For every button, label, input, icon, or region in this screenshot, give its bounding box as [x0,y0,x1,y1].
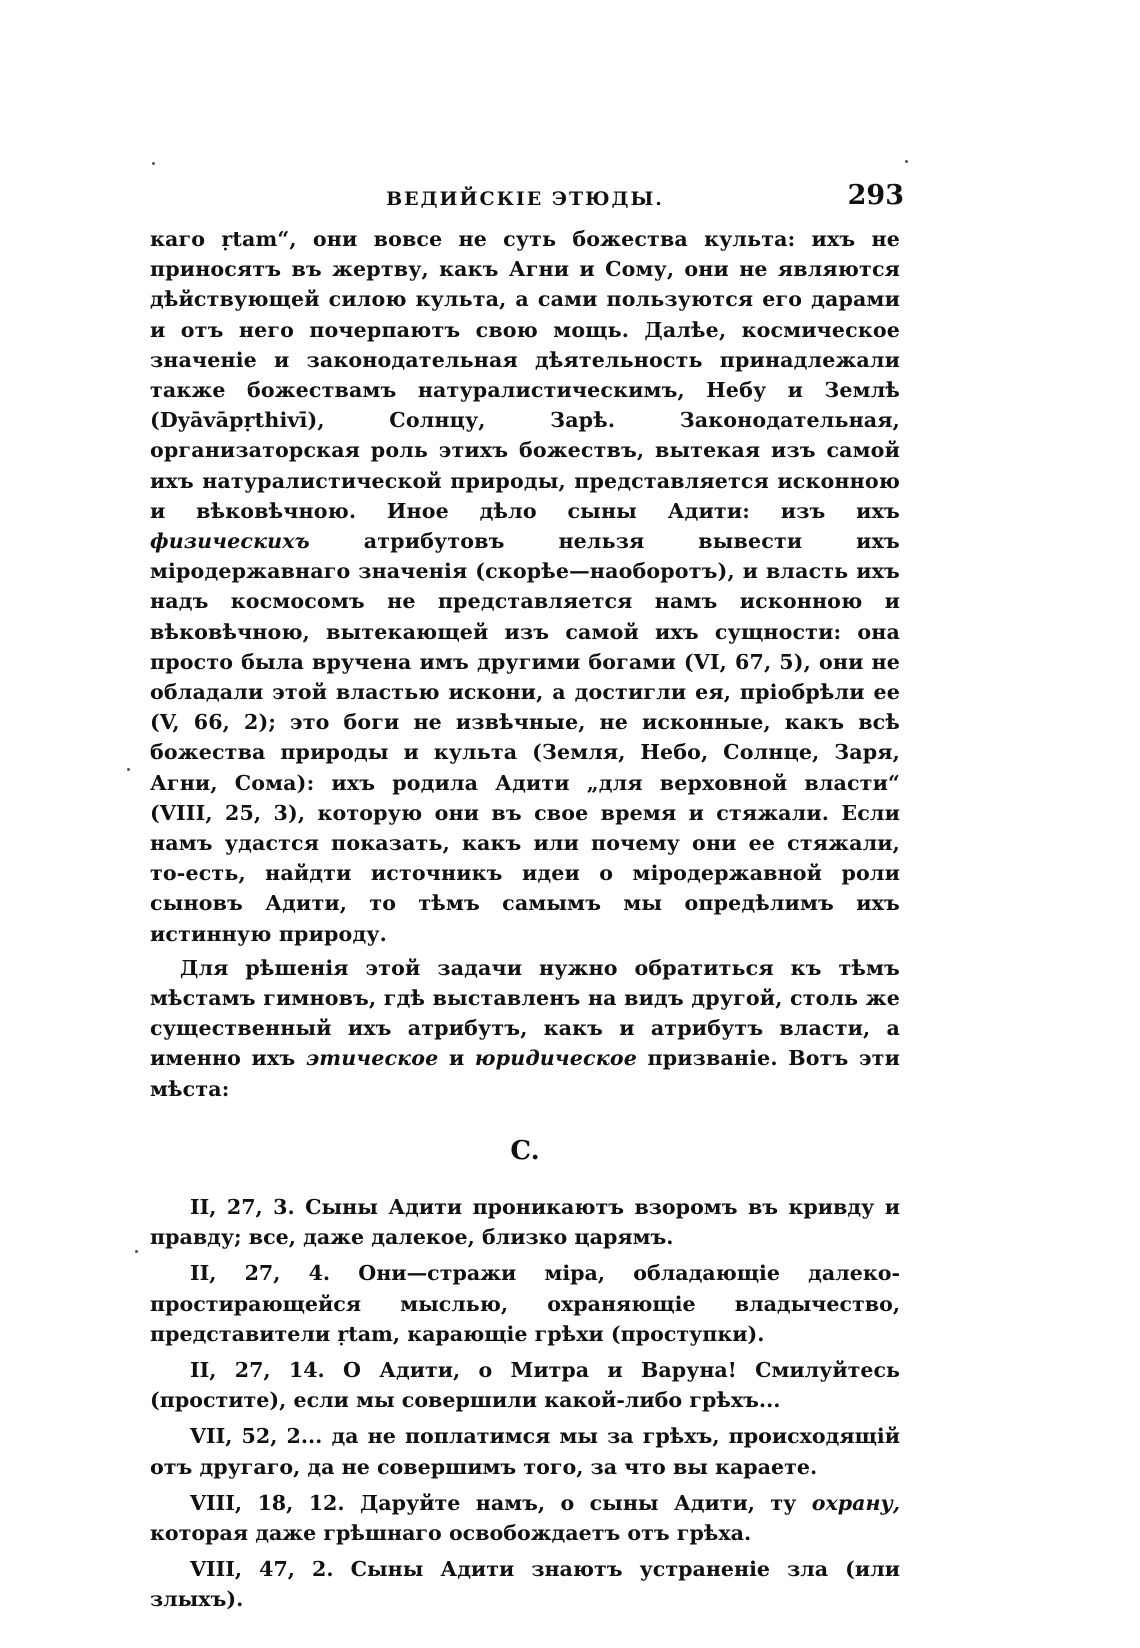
paragraph [150,953,900,1104]
quote-item: II, 27, 4. Они—стражи міра, обладающіе далеко-простирающейся мыслью, охраняющіе владычество, представители ṛtam, карающіе грѣхи (проступки). [150,1261,900,1346]
quote-item: II, 27, 3. Сыны Адити проникаютъ взоромъ въ кривду и правду; все, даже далекое, близко царямъ. [150,1194,900,1250]
book-page [150,180,904,1621]
text-span: которая даже грѣшнаго освобождаетъ отъ грѣха. [150,1520,752,1545]
paragraph [150,224,900,949]
main-text [150,224,900,1104]
text-span: и [448,1046,465,1071]
emphasis: юридическое [474,1046,637,1071]
text-span: атрибутовъ нельзя вывести ихъ міродержавнаго значенія (скорѣе—наоборотъ), и власть ихъ надъ космосомъ не представляется намъ исконною и вѣковѣчною, вытекающей изъ самой ихъ сущности: она просто была вручена имъ другими богами (VI, 67, 5), они не обладали этой властью искони, а достигли ея, пріобрѣли ее (V, 66, 2); это боги не извѣчные, не исконные, какъ всѣ божества природы и культа (Земля, Небо, Солнце, Заря, Агни, Сома): ихъ родила Адити „для верховной власти“ (VIII, 25, 3), которую они въ свое время и стяжали. Если намъ удастся показать, какъ или почему они ее стяжали, то-есть, найдти источникъ идеи о міродержавной роли сыновъ Адити, то тѣмъ самымъ мы опредѣлимъ ихъ истинную природу. [150,529,900,946]
section-heading: C. [510,1135,540,1166]
quote-item [150,1488,900,1548]
quote-item: VII, 52, 2... да не поплатимся мы за грѣхъ, происходящій отъ другаго, да не совершимъ того, за что вы караете. [150,1424,900,1479]
speck [135,1250,138,1253]
page-header [150,180,904,220]
page-number: 293 [847,180,904,211]
running-title: ВЕДИЙСКІЕ ЭТЮДЫ. [386,188,664,210]
text-span: Для рѣшенія этой задачи нужно обратиться къ тѣмъ мѣстамъ гимновъ, гдѣ выставленъ на видъ другой, столь же существенный ихъ атрибутъ, какъ и атрибутъ власти, а именно ихъ [150,955,900,1071]
speck [152,162,155,165]
emphasis: физическихъ [150,529,310,554]
text-span: VIII, 18, 12. Даруйте намъ, о сыны Адити, ту [190,1490,797,1515]
quotes-list [150,1192,900,1615]
speck [905,160,908,163]
emphasis: охрану, [811,1490,901,1515]
emphasis: этическое [305,1046,439,1071]
quote-item: VIII, 47, 2. Сыны Адити знаютъ устраненіе зла (или злыхъ). [150,1557,900,1612]
quote-item: II, 27, 14. О Адити, о Митра и Варуна! Смилуйтесь (простите), если мы совершили какой-либо грѣхъ... [150,1357,900,1413]
text-span: призваніе. Вотъ эти мѣста: [150,1046,901,1101]
speck [127,768,130,771]
text-span: каго ṛtam“, они вовсе не суть божества культа: ихъ не приносятъ въ жертву, какъ Агни и Сому, они не являются дѣйствующей силою культа, а сами пользуются его дарами и отъ него почерпаютъ свою мощь. Далѣе, космическое значеніе и законодательная дѣятельность принадлежали также божествамъ натуралистическимъ, Небу и Землѣ (Dyāvāpṛthivī), Солнцу, Зарѣ. Законодательная, организаторская роль этихъ божествъ, вытекая изъ самой ихъ натуралистической природы, представляется исконною и вѣковѣчною. Иное дѣло сыны Адити: изъ ихъ [150,227,900,523]
